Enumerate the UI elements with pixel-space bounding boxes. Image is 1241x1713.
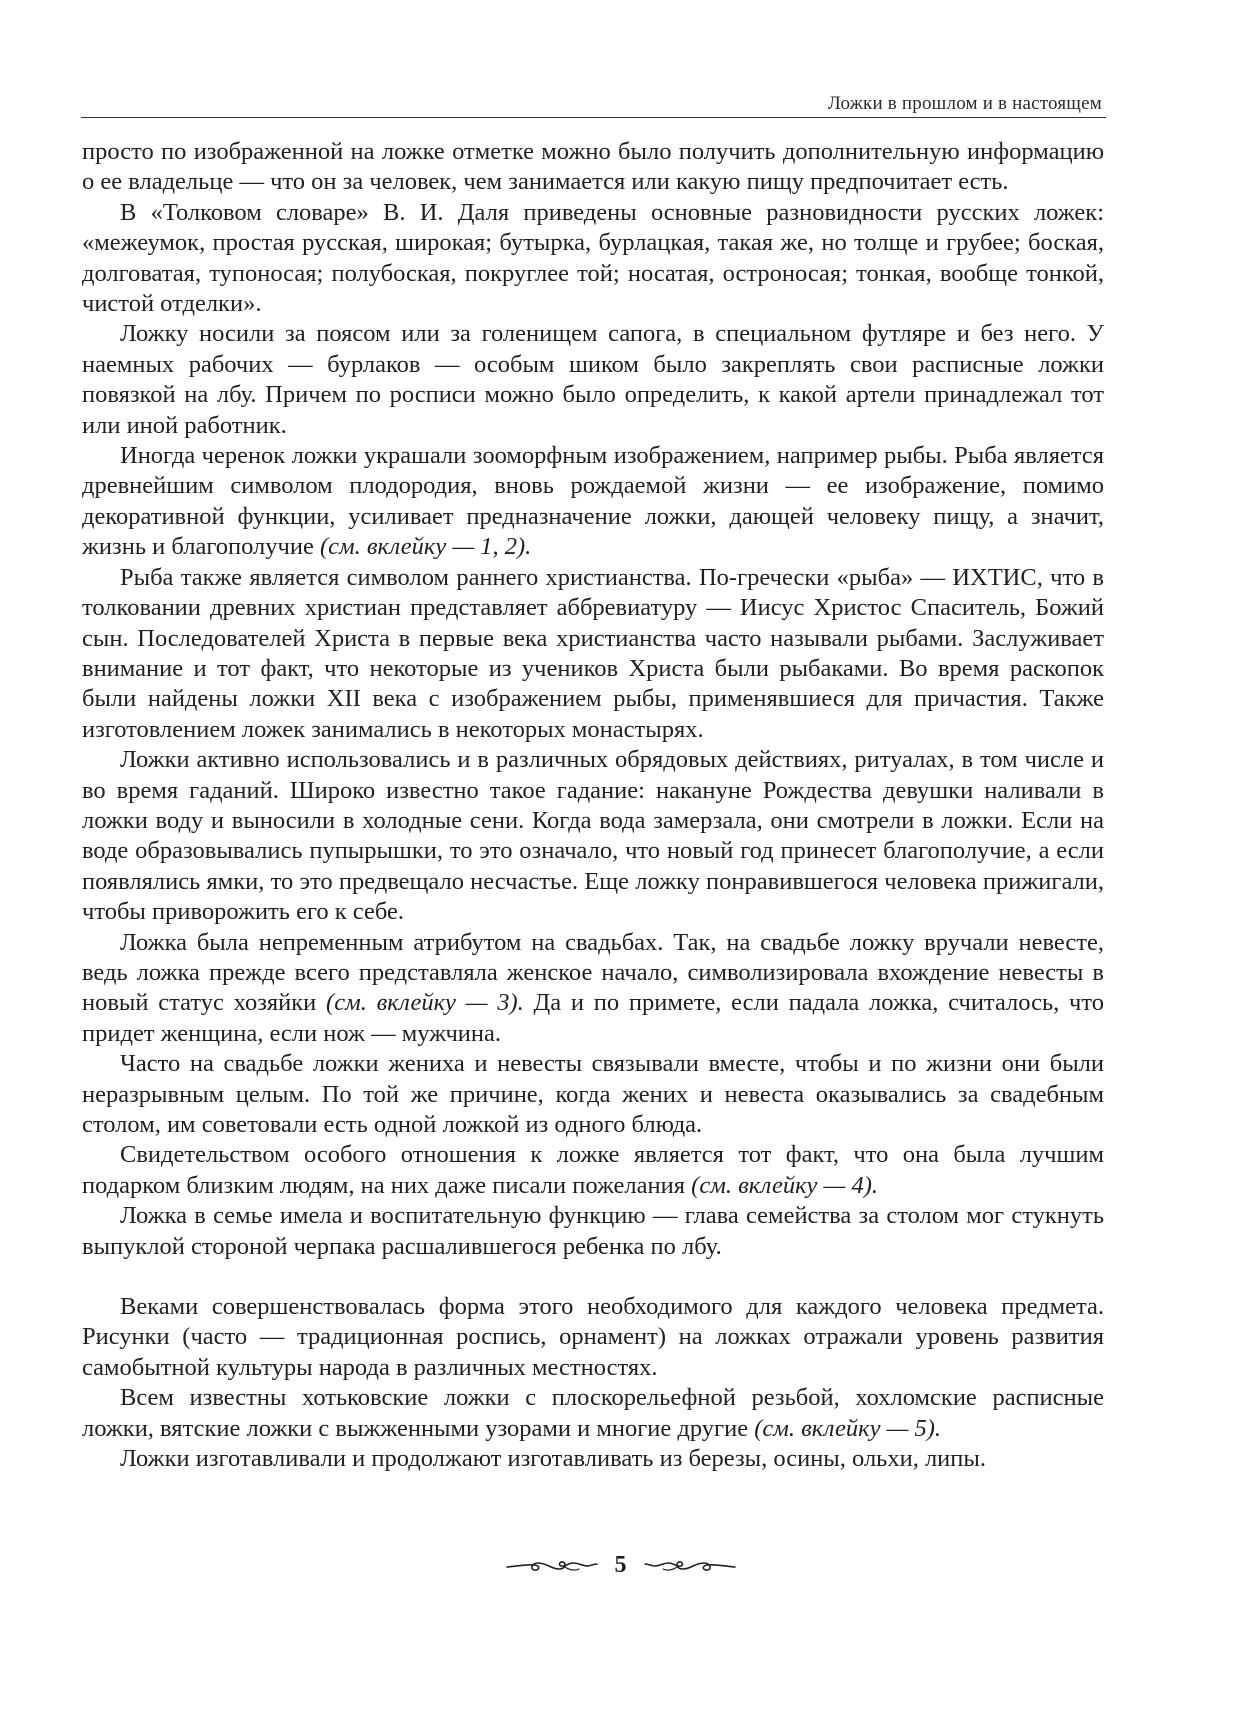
paragraph-text: Всем известны хотьковские ложки с плоскорельефной резьбой, хохломские расписные ложки, вятские ложки с выжженными узорами и многие другие	[82, 1384, 1104, 1442]
paragraph	[82, 563, 1104, 745]
paragraph-text: Свидетельством особого отношения к ложке является тот факт, что она была лучшим подарком близким людям, на них даже писали пожелания	[82, 1141, 1104, 1199]
paragraph	[82, 1201, 1104, 1262]
plate-reference: (см. вклейку — 1, 2).	[319, 533, 532, 561]
paragraph-text: Ложка в семье имела и воспитательную функцию — глава семейства за столом мог стукнуть выпуклой стороной черпака расшалившегося ребенка по лбу.	[82, 1202, 1104, 1260]
paragraph-text: В «Толковом словаре» В. И. Даля приведены основные разновидности русских ложек: «межеумок, простая русская, широкая; бутырка, бурлацкая, такая же, но толще и грубее; боская, долговатая, тупоносая; полубоская, покруглее той; носатая, остроносая; тонкая, вообще тонкой, чистой отделки».	[82, 198, 1104, 318]
paragraph-text: Иногда черенок ложки украшали зооморфным изображением, например рыбы. Рыба является древнейшим символом плодородия, вновь рождаемой жизни — ее изображение, помимо декоративной функции, усиливает предназначение ложки, дающей человеку пищу, а значит, жизнь и благополучие	[82, 442, 1104, 561]
paragraph	[82, 319, 1104, 441]
text-body	[82, 137, 1104, 1474]
paragraph-text: Ложка была непременным атрибутом на свадьбах. Так, на свадьбе ложку вручали невесте, ведь ложка прежде всего представляла женское начало, символизировала вхождение невесты в новый статус хозяйки	[82, 928, 1104, 1017]
plate-reference: (см. вклейку — 5).	[754, 1414, 942, 1442]
running-header	[81, 83, 1106, 118]
paragraph	[82, 745, 1104, 927]
paragraph	[82, 1140, 1104, 1201]
paragraph	[82, 1444, 1104, 1474]
paragraph-text: Часто на свадьбе ложки жениха и невесты связывали вместе, чтобы и по жизни они были неразрывным целым. По той же причине, когда жених и невеста оказывались за свадебным столом, им советовали есть одной ложкой из одного блюда.	[82, 1050, 1104, 1138]
paragraph-text: Да и по примете, если падала ложка, считалось, что придет женщина, если нож — мужчина.	[82, 989, 1105, 1047]
paragraph	[82, 1292, 1104, 1383]
page-number: 5	[614, 1552, 627, 1578]
left-flourish-icon	[505, 1557, 599, 1575]
paragraph-text: просто по изображенной на ложке отметке можно было получить дополнительную информацию о ее владельце — что он за человек, чем занимается или какую пищу предпочитает есть.	[82, 138, 1104, 196]
paragraph	[82, 441, 1104, 563]
plate-reference: (см. вклейку — 3).	[326, 989, 524, 1017]
paragraph	[82, 928, 1104, 1050]
paragraph	[82, 1049, 1104, 1140]
paragraph-text: Веками совершенствовалась форма этого необходимого для каждого человека предмета. Рисунки (часто — традиционная роспись, орнамент) на ложках отражали уровень развития самобытной культуры народа в различных местностях.	[82, 1293, 1104, 1381]
page-footer	[0, 1552, 1241, 1588]
paragraph-text: Ложки изготавливали и продолжают изготавливать из березы, осины, ольхи, липы.	[120, 1445, 986, 1473]
paragraph	[82, 137, 1104, 198]
paragraph-text: Ложки активно использовались и в различных обрядовых действиях, ритуалах, в том числе и во время гаданий. Широко известно такое гадание: накануне Рождества девушки наливали в ложки воду и выносили в холодные сени. Когда вода замерзала, они смотрели в ложки. Если на воде образовывались пупырышки, то это означало, что новый год принесет благополучие, а если появлялись ямки, то это предвещало несчастье. Еще ложку понравившегося человека прижигали, чтобы приворожить его к себе.	[82, 746, 1104, 926]
paragraph	[82, 1383, 1104, 1444]
paragraph-text: Рыба также является символом раннего христианства. По-гречески «рыба» — ИХТИС, что в толковании древних христиан представляет аббревиатуру — Иисус Христос Спаситель, Божий сын. Последователей Христа в первые века христианства часто называли рыбами. Заслуживает внимание и тот факт, что некоторые из учеников Христа были рыбаками. Во время раскопок были найдены ложки XII века с изображением рыбы, применявшиеся для причастия. Также изготовлением ложек занимались в некоторых монастырях.	[82, 563, 1104, 743]
plate-reference: (см. вклейку — 4).	[691, 1171, 878, 1199]
paragraph-text: Ложку носили за поясом или за голенищем сапога, в специальном футляре и без него. У наемных рабочих — бурлаков — особым шиком было закреплять свои расписные ложки повязкой на лбу. Причем по росписи можно было определить, к какой артели принадлежал тот или иной работник.	[82, 320, 1104, 439]
running-title: Ложки в прошлом и в настоящем	[827, 93, 1102, 114]
paragraph	[82, 198, 1104, 320]
right-flourish-icon	[643, 1557, 737, 1575]
